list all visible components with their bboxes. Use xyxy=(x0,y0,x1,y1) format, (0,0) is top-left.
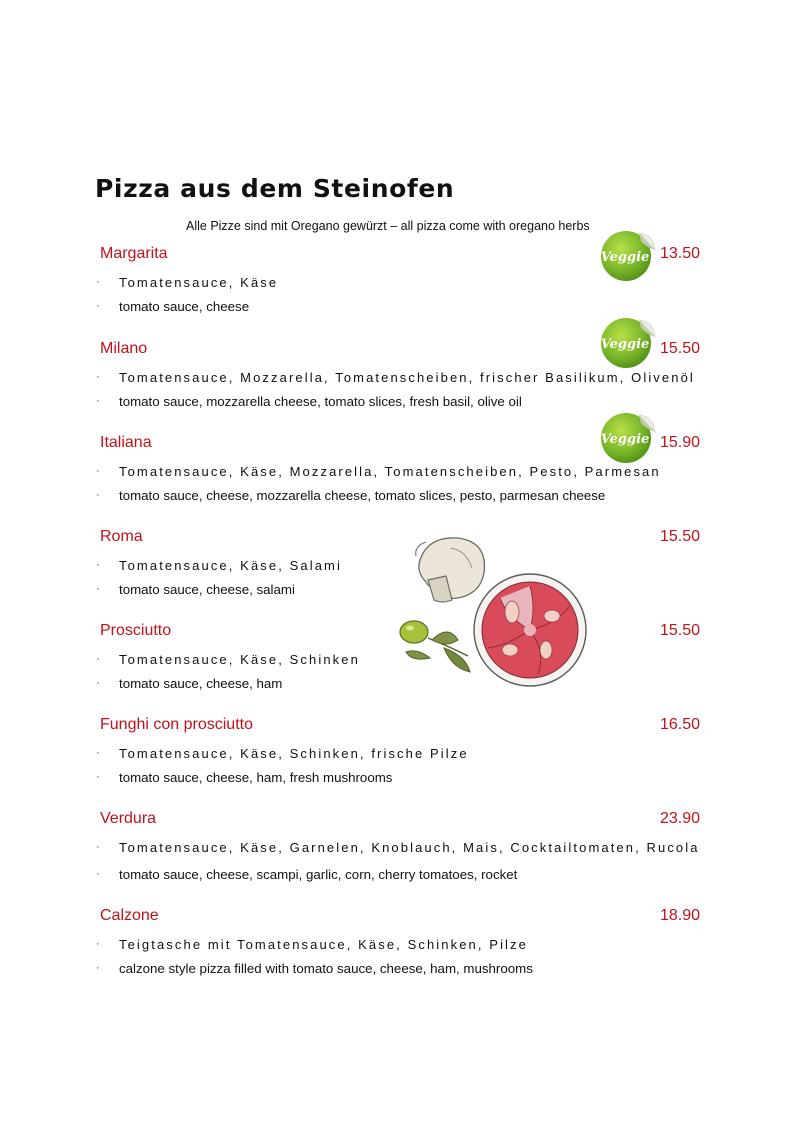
item-name-margarita: Margarita xyxy=(100,245,168,262)
item-name-verdura: Verdura xyxy=(100,810,157,827)
item-price-milano: 15.50 xyxy=(659,340,700,357)
item-description-en-funghi-con-prosciutto: tomato sauce, cheese, ham, fresh mushrooms xyxy=(119,770,393,785)
item-price-roma: 15.50 xyxy=(659,528,700,545)
mushroom-icon xyxy=(416,538,485,602)
bullet: · xyxy=(96,489,100,501)
item-name-funghi-con-prosciutto: Funghi con prosciutto xyxy=(100,716,253,733)
item-description-de-italiana: Tomatensauce, Käse, Mozzarella, Tomatenscheiben, Pesto, Parmesan xyxy=(119,464,661,479)
bullet: · xyxy=(96,841,100,853)
item-name-milano: Milano xyxy=(100,340,148,357)
item-description-en-italiana: tomato sauce, cheese, mozzarella cheese, tomato slices, pesto, parmesan cheese xyxy=(119,488,606,503)
page-title: Pizza aus dem Steinofen xyxy=(95,174,455,203)
bullet: · xyxy=(96,559,100,571)
item-description-de-prosciutto: Tomatensauce, Käse, Schinken xyxy=(119,652,360,667)
item-price-margarita: 13.50 xyxy=(659,245,700,262)
item-price-funghi-con-prosciutto: 16.50 xyxy=(659,716,700,733)
item-name-roma: Roma xyxy=(100,528,143,545)
veggie-label: Veggie xyxy=(600,250,650,265)
item-price-calzone: 18.90 xyxy=(659,907,700,924)
bullet: · xyxy=(96,395,100,407)
bullet: · xyxy=(96,300,100,312)
item-description-en-verdura: tomato sauce, cheese, scampi, garlic, corn, cherry tomatoes, rocket xyxy=(119,867,518,882)
item-description-en-margarita: tomato sauce, cheese xyxy=(119,299,250,314)
item-description-de-verdura: Tomatensauce, Käse, Garnelen, Knoblauch, Mais, Cocktailtomaten, Rucola xyxy=(119,840,700,855)
item-name-italiana: Italiana xyxy=(100,434,152,451)
item-description-de-margarita: Tomatensauce, Käse xyxy=(119,275,279,290)
bullet: · xyxy=(96,747,100,759)
bullet: · xyxy=(96,465,100,477)
bullet: · xyxy=(96,653,100,665)
pizza-ingredients-illustration xyxy=(388,528,588,693)
subtitle: Alle Pizze sind mit Oregano gewürzt – all pizza come with oregano herbs xyxy=(186,219,590,233)
olive-icon xyxy=(400,621,470,672)
veggie-badge-icon xyxy=(597,228,659,282)
veggie-label: Veggie xyxy=(600,432,650,447)
veggie-badge-icon xyxy=(597,315,659,369)
bullet: · xyxy=(96,938,100,950)
item-price-prosciutto: 15.50 xyxy=(659,622,700,639)
item-name-prosciutto: Prosciutto xyxy=(100,622,172,639)
tomato-slice-icon xyxy=(474,574,586,686)
bullet: · xyxy=(96,868,100,880)
bullet: · xyxy=(96,771,100,783)
item-description-en-milano: tomato sauce, mozzarella cheese, tomato slices, fresh basil, olive oil xyxy=(119,394,522,409)
veggie-badge-icon xyxy=(597,410,659,464)
item-description-de-calzone: Teigtasche mit Tomatensauce, Käse, Schinken, Pilze xyxy=(119,937,528,952)
item-description-en-prosciutto: tomato sauce, cheese, ham xyxy=(119,676,283,691)
veggie-label: Veggie xyxy=(600,337,650,352)
bullet: · xyxy=(96,371,100,383)
item-name-calzone: Calzone xyxy=(100,907,159,924)
item-description-en-roma: tomato sauce, cheese, salami xyxy=(119,582,295,597)
item-price-verdura: 23.90 xyxy=(659,810,700,827)
bullet: · xyxy=(96,962,100,974)
bullet: · xyxy=(96,677,100,689)
bullet: · xyxy=(96,583,100,595)
item-description-de-milano: Tomatensauce, Mozzarella, Tomatenscheiben, frischer Basilikum, Olivenöl xyxy=(119,370,695,385)
item-description-de-funghi-con-prosciutto: Tomatensauce, Käse, Schinken, frische Pilze xyxy=(119,746,469,761)
bullet: · xyxy=(96,276,100,288)
item-description-en-calzone: calzone style pizza filled with tomato sauce, cheese, ham, mushrooms xyxy=(119,961,533,976)
item-description-de-roma: Tomatensauce, Käse, Salami xyxy=(119,558,342,573)
item-price-italiana: 15.90 xyxy=(659,434,700,451)
